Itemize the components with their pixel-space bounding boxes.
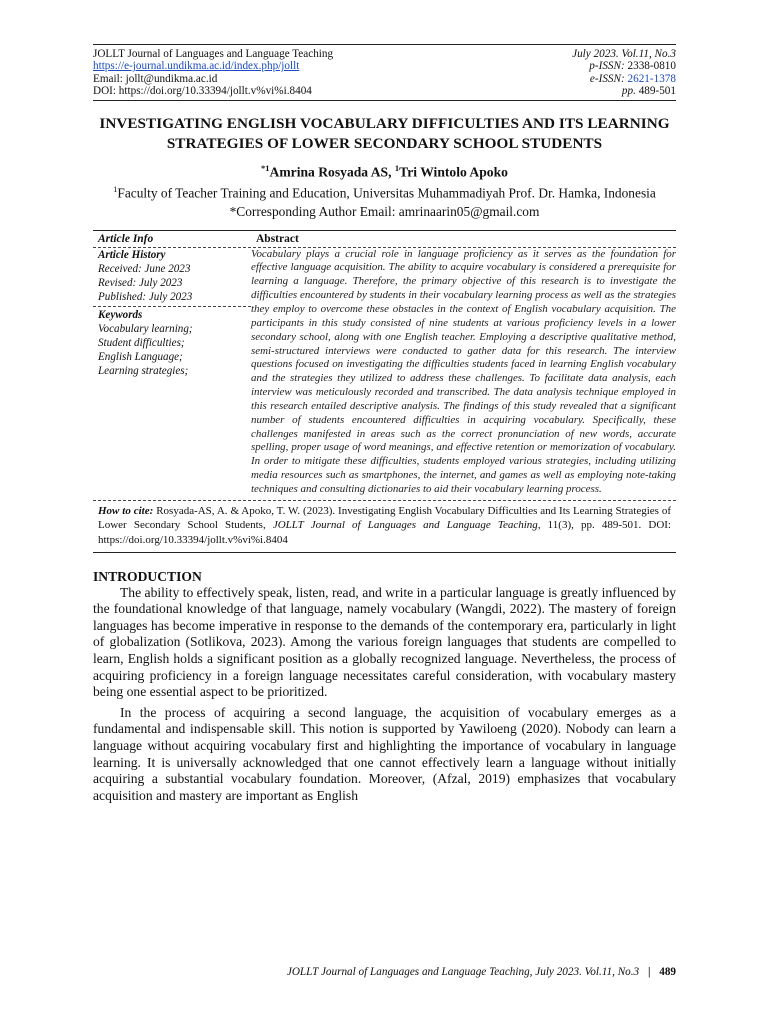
introduction-paragraph: In the process of acquiring a second language, the acquisition of vocabulary emerges as a fundamental and indispensable skill. This notion is supported by Yawiloeng (2020). Nobody can learn a language without acquiring vocabulary first and highlighting the importance of vocabulary in language learning. It is universally acknowledged that one cannot effectively learn a language without initially acquiring a substantial vocabulary foundation. Moreover, (Afzal, 2019) emphasizes that vocabulary acquisition and mastery are important as English	[93, 704, 676, 803]
keywords: Keywords Vocabulary learning; Student difficulties; English Language; Learning strategies;	[93, 307, 251, 378]
article-info-heading: Article Info	[98, 232, 154, 245]
issue-info: July 2023. Vol.11, No.3	[572, 48, 676, 60]
page-number: 489	[659, 966, 676, 978]
introduction-paragraph: The ability to effectively speak, listen, read, and write in a particular language is greatly influenced by the foundational knowledge of that language, namely vocabulary (Wangdi, 2022). The mastery of foreign languages has become imperative in response to the demands of the contemporary era, particularly in light of globalization (Sotlikova, 2023). Among the various foreign languages that students are compelled to learn, English holds a significant position as a globally recognized language. Nevertheless, the process of acquiring proficiency in a foreign language necessitates careful consideration, with vocabulary mastery being one essential aspect to be prioritized.	[93, 584, 676, 700]
header-bottom-rule	[93, 100, 676, 101]
keyword: Learning strategies;	[98, 365, 189, 378]
journal-url-link[interactable]: https://e-journal.undikma.ac.id/index.php/jollt	[93, 60, 300, 73]
article-info-column	[93, 248, 251, 497]
author-1: Amrina Rosyada AS,	[269, 164, 395, 180]
eissn: e-ISSN: 2621-1378	[589, 72, 676, 85]
journal-email: Email: jollt@undikma.ac.id	[93, 72, 218, 85]
journal-header	[93, 45, 676, 100]
abstract-heading: Abstract	[256, 232, 299, 245]
page-footer	[93, 966, 676, 978]
footer-separator: |	[647, 966, 651, 978]
author-2: Tri Wintolo Apoko	[399, 164, 508, 180]
page-range: pp. 489-501	[621, 85, 676, 98]
authors-line: $^{*1}$Amrina Rosyada AS, $^1$Tri Wintolo Apoko	[261, 162, 508, 180]
keyword: Student difficulties;	[98, 337, 185, 350]
footer-journal: JOLLT Journal of Languages and Language Teaching, July 2023. Vol.11, No.3	[286, 966, 640, 978]
article-page	[93, 44, 676, 804]
abstract-text: Vocabulary plays a crucial role in language proficiency as it serves as the foundation for effective language acquisition. The ability to acquire vocabulary is considered a prerequisite for learning a language. Therefore, the primary objective of this research is to investigate the difficulties encountered by students in their vocabulary learning process as well as the strategies they employ to overcome these obstacles in the context of English vocabulary acquisition. The participants in this study consisted of nine students at various proficiency levels in a lower secondary school, along with one English teacher. Employing a descriptive qualitative method, semi-structured interviews were conducted to gather data for this research. The interview questions focused on investigating the difficulties students faced in learning English vocabulary and the strategies they utilized to address these challenges. To facilitate data analysis, each interview was meticulously recorded and transcribed. The data analysis technique employed in this research entailed descriptive analysis. The findings of this study revealed that a significant number of students encountered difficulties in acquiring vocabulary. Specifically, these challenges manifested in areas such as the correct pronunciation of new words, accurate spelling, proper usage of word meanings, and effective retention or memorization of vocabulary. In order to mitigate these difficulties, students employed various strategies, including utilizing media resources such as smartphones, the internet, and games as well as employing note-taking techniques and consulting dictionaries to aid their vocabulary learning process.	[251, 247, 676, 495]
info-header-row	[93, 231, 676, 248]
header-left	[93, 48, 333, 98]
published-date: Published: July 2023	[98, 290, 193, 303]
article-title: INVESTIGATING ENGLISH VOCABULARY DIFFICULTIES AND ITS LEARNING STRATEGIES OF LOWER SECONDARY SCHOOL STUDENTS	[99, 114, 670, 152]
info-content-row	[93, 248, 676, 497]
corresponding-author: *Corresponding Author Email: amrinaarin05@gmail.com	[229, 204, 540, 220]
journal-name: JOLLT Journal of Languages and Language Teaching	[93, 48, 334, 60]
article-history: Article History Received: June 2023 Revised: July 2023 Published: July 2023	[93, 248, 251, 307]
how-to-cite: How to cite: Rosyada-AS, A. & Apoko, T. W. (2023). Investigating English Vocabulary Difficulties and Its Learning Strategies of Lower Secondary School Students, JOLLT Journal of Languages and Language Teaching, 11(3), pp. 489-501. DOI: https://doi.org/10.33394/jollt.v%vi%i.8404	[93, 500, 676, 553]
journal-doi: DOI: https://doi.org/10.33394/jollt.v%vi%i.8404	[93, 85, 312, 98]
keyword: Vocabulary learning;	[98, 323, 193, 336]
pissn: p-ISSN: 2338-0810	[589, 60, 676, 73]
affiliation: $^1$Faculty of Teacher Training and Education, Universitas Muhammadiyah Prof. Dr. Hamka, Indonesia	[113, 184, 656, 201]
keyword: English Language;	[98, 351, 183, 364]
introduction-heading: INTRODUCTION	[93, 568, 202, 584]
header-right	[572, 48, 676, 98]
received-date: Received: June 2023	[98, 262, 191, 275]
article-info-box	[93, 230, 676, 553]
revised-date: Revised: July 2023	[98, 276, 183, 289]
